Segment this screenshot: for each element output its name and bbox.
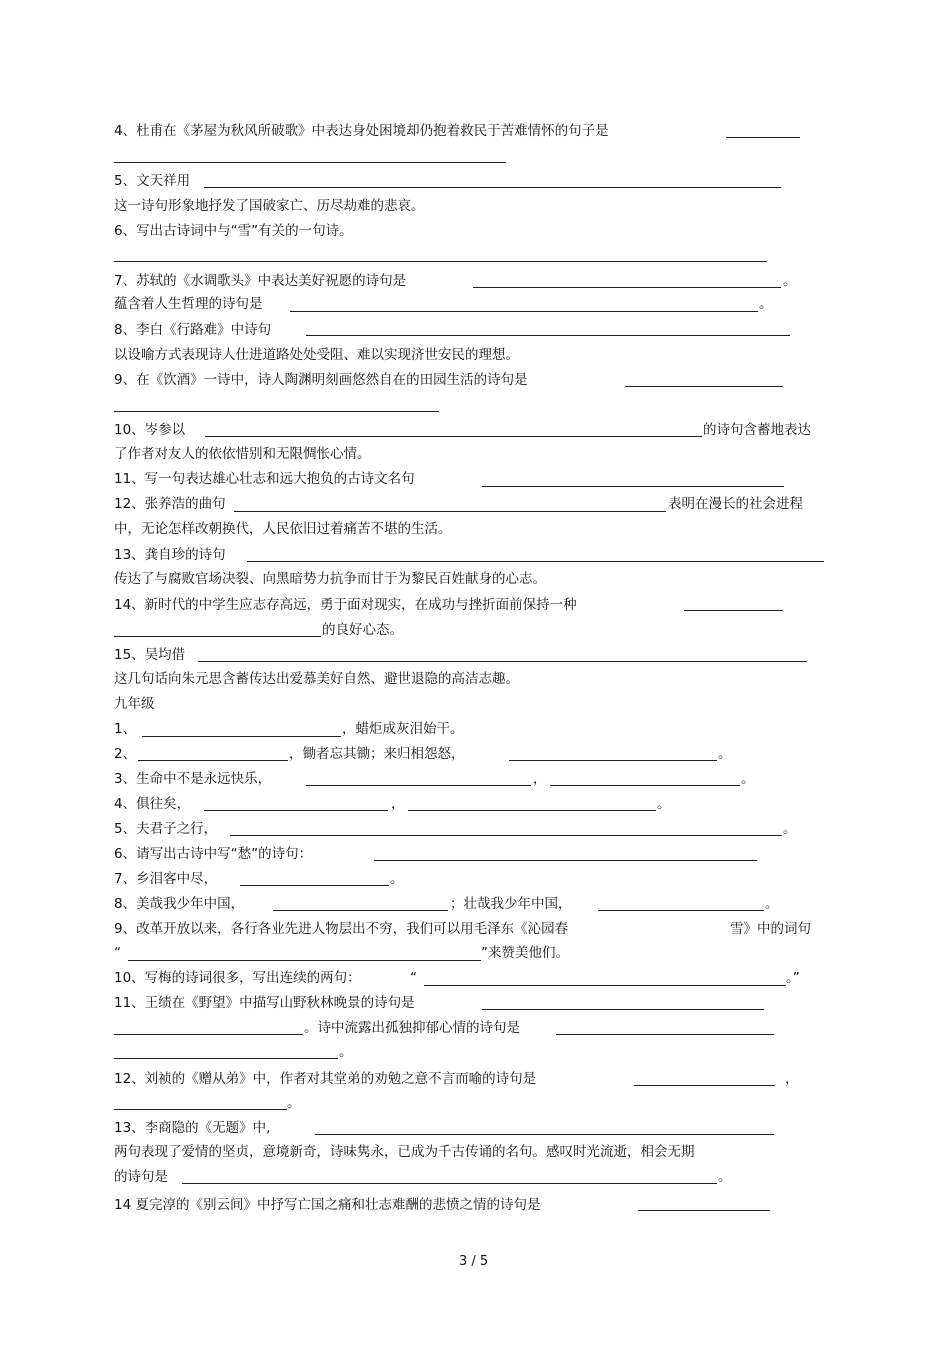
g9-q10-close: 。” (786, 970, 800, 986)
q9-blank-1[interactable] (625, 386, 783, 387)
q15-text: 15、吴均借 (114, 647, 186, 663)
g9-q13-blank-2[interactable] (182, 1183, 717, 1184)
g9-q12-blank-2[interactable] (114, 1109, 287, 1110)
g9-q8-text: 8、美哉我少年中国， (114, 896, 245, 912)
q10-text-2: 的诗句含蓄地表达 (703, 422, 811, 438)
g9-q4-blank-2[interactable] (408, 810, 656, 811)
g9-q5-blank[interactable] (230, 835, 782, 836)
g9-q7-period: 。 (390, 871, 404, 887)
q15-text-2: 这几句话向朱元思含蓄传达出爱慕美好自然、避世退隐的高洁志趣。 (114, 671, 519, 687)
g9-q9-text: 9、改革开放以来，各行各业先进人物层出不穷，我们可以用毛泽东《沁园春 (114, 921, 569, 937)
g9-q11-text: 11、王绩在《野望》中描写山野秋林晚景的诗句是 (114, 995, 415, 1011)
page-number: 3 / 5 (459, 1254, 489, 1269)
q5-text-2: 这一诗句形象地抒发了国破家亡、历尽劫难的悲哀。 (114, 198, 425, 214)
g9-q13-text-2: 两句表现了爱情的坚贞，意境新奇，诗味隽永，已成为千古传诵的名句。感叹时光流逝，相会无期 (114, 1144, 695, 1160)
q12-blank[interactable] (234, 511, 666, 512)
q12-text-2: 表明在漫长的社会进程 (668, 496, 803, 512)
g9-q2-text: ，锄者忘其锄；来归相怨怒， (289, 746, 465, 762)
q4-blank-2[interactable] (114, 162, 506, 163)
g9-q5-period: 。 (783, 821, 797, 837)
q14-text-2: 的良好心态。 (322, 622, 403, 638)
q10-blank[interactable] (205, 436, 702, 437)
q7-period-1: 。 (783, 273, 797, 289)
g9-q2-period: 。 (718, 746, 732, 762)
g9-q1-num: 1、 (114, 721, 137, 737)
g9-q7-blank[interactable] (240, 885, 389, 886)
q4-text: 4、杜甫在《茅屋为秋风所破歌》中表达身处困境却仍抱着救民于苦难情怀的句子是 (114, 123, 609, 139)
g9-q4-comma: ， (391, 796, 405, 812)
g9-q12-text: 12、刘祯的《赠从弟》中，作者对其堂弟的劝勉之意不言而喻的诗句是 (114, 1071, 537, 1087)
q7-text-2: 蕴含着人生哲理的诗句是 (114, 296, 263, 312)
g9-q2-blank-1[interactable] (138, 760, 288, 761)
q7-blank-1[interactable] (473, 287, 781, 288)
g9-q9-blank[interactable] (128, 960, 481, 961)
q6-blank[interactable] (114, 261, 767, 262)
q15-blank[interactable] (198, 661, 807, 662)
g9-q11-blank-4[interactable] (114, 1058, 338, 1059)
g9-q4-period: 。 (657, 796, 671, 812)
g9-q12-comma: ， (785, 1071, 799, 1087)
g9-q2-blank-2[interactable] (509, 760, 717, 761)
g9-q7-text: 7、乡泪客中尽， (114, 871, 218, 887)
g9-q11-period: 。 (339, 1044, 353, 1060)
q8-text-2: 以设喻方式表现诗人仕进道路处处受阻、难以实现济世安民的理想。 (114, 347, 519, 363)
section-heading-grade9: 九年级 (114, 696, 155, 712)
g9-q1-blank[interactable] (142, 736, 341, 737)
q14-blank-1[interactable] (684, 610, 783, 611)
g9-q4-blank-1[interactable] (204, 810, 388, 811)
g9-q3-period: 。 (741, 771, 755, 787)
g9-q10-blank[interactable] (424, 985, 786, 986)
g9-q5-text: 5、夫君子之行， (114, 821, 218, 837)
g9-q8-period: 。 (765, 896, 779, 912)
g9-q11-blank-3[interactable] (556, 1034, 774, 1035)
q11-blank[interactable] (482, 486, 784, 487)
g9-q13-period: 。 (718, 1169, 732, 1185)
g9-q3-text: 3、生命中不是永远快乐， (114, 771, 272, 787)
g9-q10-open-quote: “ (410, 970, 417, 986)
g9-q6-text: 6、请写出古诗中写“愁”的诗句： (114, 846, 313, 862)
g9-q12-period: 。 (287, 1095, 301, 1111)
g9-q13-blank-1[interactable] (315, 1134, 774, 1135)
q8-text: 8、李白《行路难》中诗句 (114, 322, 272, 338)
q9-blank-2[interactable] (114, 411, 439, 412)
q7-period-2: 。 (759, 296, 773, 312)
g9-q8-text-2: ；壮哉我少年中国， (450, 896, 572, 912)
g9-q11-text-2: 。诗中流露出孤独抑郁心情的诗句是 (304, 1020, 520, 1036)
q6-text: 6、写出古诗词中与“雪”有关的一句诗。 (114, 223, 353, 239)
q10-text: 10、岑参以 (114, 422, 186, 438)
g9-q11-blank-2[interactable] (114, 1034, 303, 1035)
g9-q9-open-quote: “ (114, 945, 121, 961)
g9-q14-text: 14 夏完淳的《别云间》中抒写亡国之痛和壮志难酬的悲愤之情的诗句是 (114, 1197, 541, 1213)
g9-q8-blank-2[interactable] (598, 910, 764, 911)
g9-q12-blank-1[interactable] (634, 1085, 775, 1086)
q5-blank[interactable] (204, 187, 781, 188)
q10-text-3: 了作者对友人的依依惜别和无限惆怅心情。 (114, 446, 371, 462)
g9-q3-blank-2[interactable] (550, 785, 740, 786)
q4-blank-1[interactable] (726, 137, 800, 138)
q9-text: 9、在《饮酒》一诗中，诗人陶渊明刻画悠然自在的田园生活的诗句是 (114, 372, 528, 388)
g9-q3-blank-1[interactable] (306, 785, 531, 786)
q13-text: 13、龚自珍的诗句 (114, 547, 226, 563)
g9-q9-text-3: ”来赞美他们。 (481, 945, 569, 961)
q14-text: 14、新时代的中学生应志存高远，勇于面对现实，在成功与挫折面前保持一种 (114, 597, 577, 613)
q7-blank-2[interactable] (290, 311, 758, 312)
g9-q8-blank-1[interactable] (273, 910, 448, 911)
q7-text: 7、苏轼的《水调歌头》中表达美好祝愿的诗句是 (114, 273, 407, 289)
q5-text: 5、文天祥用 (114, 173, 191, 189)
q8-blank[interactable] (306, 335, 790, 336)
g9-q3-comma: ， (533, 771, 547, 787)
q12-text-3: 中，无论怎样改朝换代，人民依旧过着痛苦不堪的生活。 (114, 521, 452, 537)
g9-q6-blank[interactable] (374, 860, 757, 861)
g9-q14-blank[interactable] (638, 1210, 770, 1211)
q13-text-2: 传达了与腐败官场决裂、向黑暗势力抗争而甘于为黎民百姓献身的心志。 (114, 571, 546, 587)
q14-blank-2[interactable] (114, 636, 321, 637)
g9-q13-text-3: 的诗句是 (114, 1169, 168, 1185)
g9-q11-blank-1[interactable] (482, 1009, 764, 1010)
g9-q9-text-2: 雪》中的词句 (730, 921, 811, 937)
g9-q1-text: ，蜡炬成灰泪始干。 (342, 721, 464, 737)
g9-q10-text: 10、写梅的诗词很多，写出连续的两句： (114, 970, 361, 986)
g9-q13-text: 13、李商隐的《无题》中, (114, 1120, 271, 1136)
g9-q2-num: 2、 (114, 746, 137, 762)
g9-q4-text: 4、俱往矣， (114, 796, 191, 812)
q11-text: 11、写一句表达雄心壮志和远大抱负的古诗文名句 (114, 471, 415, 487)
q13-blank[interactable] (247, 561, 824, 562)
q12-text: 12、张养浩的曲句 (114, 496, 226, 512)
